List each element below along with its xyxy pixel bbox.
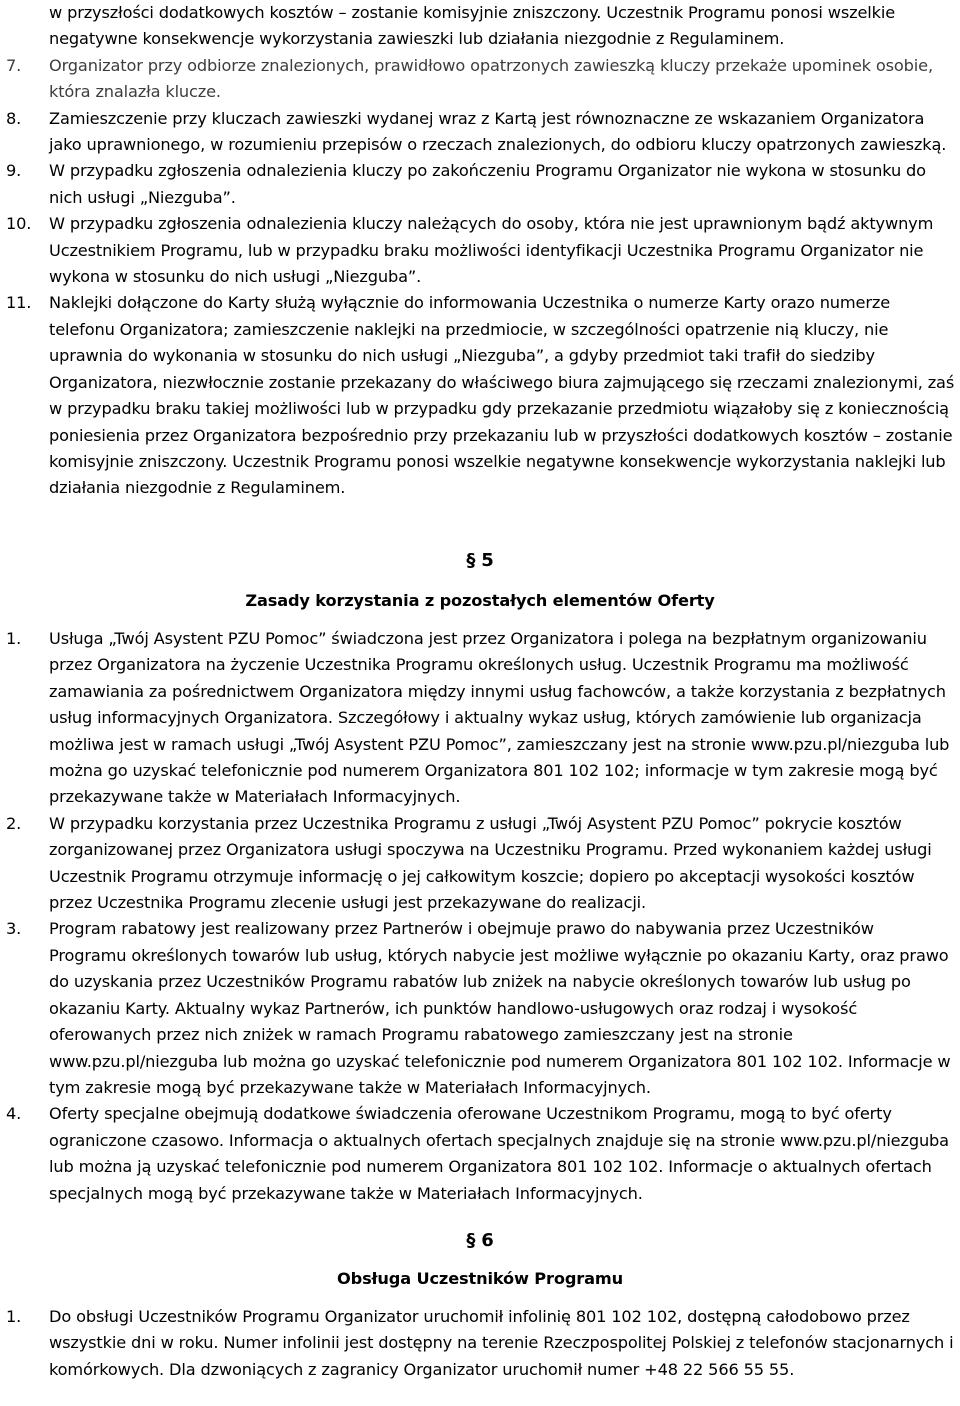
item-number: 4. bbox=[6, 1104, 22, 1124]
item-number: 1. bbox=[6, 1307, 22, 1326]
item-number: 7. bbox=[6, 55, 22, 75]
section6-list bbox=[6, 1304, 956, 1383]
list-item-4 bbox=[6, 1101, 956, 1207]
item-number: 3. bbox=[6, 919, 22, 939]
list-item-10 bbox=[6, 211, 956, 290]
paragraph-text: w przyszłości dodatkowych kosztów – zostanie komisyjnie zniszczony. Uczestnik Programu ponosi wszelkie negatywne konsekwencje wykorzystania zawieszki lub działania niezgodnie z Regulaminem. bbox=[49, 3, 896, 49]
paragraph-text: Program rabatowy jest realizowany przez Partnerów i obejmuje prawo do nabywania przez Uczestników Programu określonych towarów lub usług, których nabycie jest możliwe wyłącznie po okazaniu Karty, oraz prawo do uzyskania przez Uczestników Programu rabatów lub zniżek na nabycie określonych towarów lub usług po okazaniu Karty. Aktualny wykaz Partnerów, ich punktów handlowo-usługowych oraz rodzaj i wysokość oferowanych przez nich zniżek w ramach Programu rabatowego zamieszczany jest na stronie www.pzu.pl/niezguba lub można go uzyskać telefonicznie pod numerem Organizatora 801 102 102. Informacje w tym zakresie mogą być przekazywane także w Materiałach Informacyjnych. bbox=[49, 919, 951, 1097]
paragraph-text: Do obsługi Uczestników Programu Organizator uruchomił infolinię 801 102 102, dostępną całodobowo przez wszystkie dni w roku. Numer infolinii jest dostępny na terenie Rzeczpospolitej Polskiej z telefonów stacjonarnych i komórkowych. Dla dzwoniących z zagranicy Organizator uruchomił numer +48 22 566 55 55. bbox=[49, 1307, 954, 1379]
paragraph-text: W przypadku zgłoszenia odnalezienia kluczy po zakończeniu Programu Organizator nie wykona w stosunku do nich usługi „Niezguba”. bbox=[49, 161, 926, 207]
section6-number: § 6 bbox=[466, 1230, 494, 1251]
section5-list bbox=[6, 626, 956, 1207]
item-number: 9. bbox=[6, 161, 22, 181]
list-item-7 bbox=[6, 53, 947, 106]
section5-title: Zasady korzystania z pozostałych elementów Oferty bbox=[245, 591, 715, 610]
list-item-3 bbox=[6, 916, 956, 1101]
item-number: 8. bbox=[6, 108, 22, 128]
item-number: 1. bbox=[6, 629, 22, 648]
paragraph-text: W przypadku zgłoszenia odnalezienia kluczy należących do osoby, która nie jest uprawnionym bądź aktywnym Uczestnikiem Programu, lub w przypadku braku możliwości identyfikacji Uczestnika Programu Organizator nie wykona w stosunku do nich usługi „Niezguba”. bbox=[49, 214, 934, 287]
list-item-2 bbox=[6, 811, 956, 917]
section6-title: Obsługa Uczestników Programu bbox=[337, 1269, 623, 1288]
paragraph-text: Naklejki dołączone do Karty służą wyłącznie do informowania Uczestnika o numerze Karty orazo numerze telefonu Organizatora; zamieszczenie naklejki na przedmiocie, w szczególności opatrzenie nią kluczy, nie uprawnia do wykonania w stosunku do nich usługi „Niezguba”, a gdyby przedmiot taki trafił do siedziby Organizatora, niezwłocznie zostanie przekazany do właściwego biura zajmującego się rzeczami znalezionymi, zaś w przypadku braku takiej możliwości lub w przypadku gdy przekazanie przedmiotu wiązałoby się z koniecznością poniesienia przez Organizatora bezpośrednio przy przekazaniu lub w przyszłości dodatkowych kosztów – zostanie komisyjnie zniszczony. Uczestnik Programu ponosi wszelkie negatywne konsekwencje wykorzystania naklejki lub działania niezgodnie z Regulaminem. bbox=[49, 293, 955, 498]
item-number: 10. bbox=[6, 214, 32, 234]
item-number: 2. bbox=[6, 813, 22, 833]
section4-continuation bbox=[6, 0, 956, 502]
list-item-1 bbox=[6, 1304, 956, 1383]
paragraph-text: Usługa „Twój Asystent PZU Pomoc” świadczona jest przez Organizatora i polega na bezpłatnym organizowaniu przez Organizatora na życzenie Uczestnika Programu określonych usług. Uczestnik Programu ma możliwość zamawiania za pośrednictwem Organizatora między innymi usług fachowców, a także korzystania z bezpłatnych usług informacyjnych Organizatora. Szczegółowy i aktualny wykaz usług, których zamówienie lub organizacja możliwa jest w ramach usługi „Twój Asystent PZU Pomoc”, zamieszczany jest na stronie www.pzu.pl/niezguba lub można go uzyskać telefonicznie pod numerem Organizatora 801 102 102; informacje w tym zakresie mogą być przekazywane także w Materiałach Informacyjnych. bbox=[49, 629, 950, 807]
list-item-1 bbox=[6, 626, 956, 811]
paragraph-text: Oferty specjalne obejmują dodatkowe świadczenia oferowane Uczestnikom Programu, mogą to być oferty ograniczone czasowo. Informacja o aktualnych ofertach specjalnych znajduje się na stronie www.pzu.pl/niezguba lub można ją uzyskać telefonicznie pod numerem Organizatora 801 102 102. Informacje o aktualnych ofertach specjalnych mogą być przekazywane także w Materiałach Informacyjnych. bbox=[49, 1104, 949, 1203]
paragraph-text: Zamieszczenie przy kluczach zawieszki wydanej wraz z Kartą jest równoznaczne ze wskazaniem Organizatora jako uprawnionego, w rozumieniu przepisów o rzeczach znalezionych, do odbioru kluczy opatrzonych zawieszką. bbox=[49, 108, 947, 155]
list-item-11 bbox=[6, 290, 956, 501]
list-item-8 bbox=[6, 106, 956, 159]
section5-number: § 5 bbox=[466, 550, 494, 571]
item-number: 11. bbox=[6, 293, 32, 313]
paragraph-text: Organizator przy odbiorze znalezionych, prawidłowo opatrzonych zawieszką kluczy przekaże upominek osobie, która znalazła klucze. bbox=[49, 55, 933, 102]
paragraph-text: W przypadku korzystania przez Uczestnika Programu z usługi „Twój Asystent PZU Pomoc” pokrycie kosztów zorganizowanej przez Organizatora usługi spoczywa na Uczestniku Programu. Przed wykonaniem każdej usługi Uczestnik Programu otrzymuje informację o jej całkowitym koszcie; dopiero po akceptacji wysokości kosztów przez Uczestnika Programu zlecenie usługi jest przekazywane do realizacji. bbox=[49, 813, 932, 913]
list-item-9 bbox=[6, 158, 956, 211]
list-item-continuation bbox=[6, 0, 947, 53]
